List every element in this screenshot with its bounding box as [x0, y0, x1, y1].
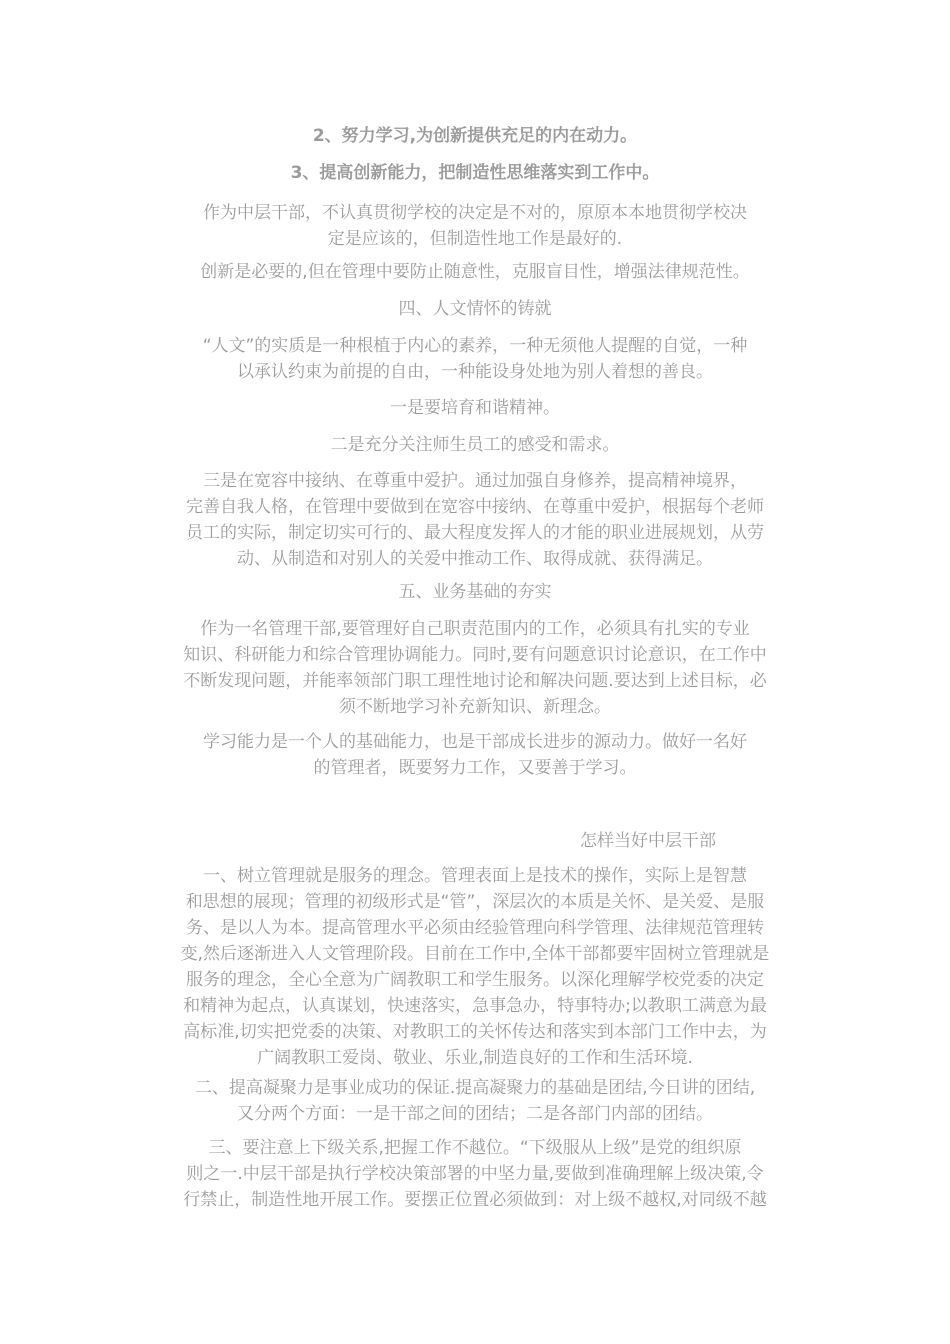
paragraph-first-point: 一是要培育和谐精神。 — [390, 398, 560, 418]
paragraph-third-point: 三是在宽容中接纳、在尊重中爱护。通过加强自身修养，提高精神境界， 完善自我人格，在管理中要做到在宽容中接纳、在尊重中爱护，根据每个老师 员工的实际，制定切实可行的、最大程度发挥人的才能的职业进展规划，从劳 动、从制造和对别人的关爱中推动工作、取得成就、获得满足。 — [186, 471, 764, 569]
paragraph-learning: 学习能力是一个人的基础能力，也是干部成长进步的源动力。做好一名好 的管理者，既要努力工作，又要善于学习。 — [203, 732, 747, 778]
paragraph-innovation: 创新是必要的,但在管理中要防止随意性，克服盲目性，增强法律规范性。 — [200, 262, 750, 282]
section-3-hierarchy: 三、要注意上下级关系,把握工作不越位。“下级服从上级”是党的组织原 则之一.中层干部是执行学校决策部署的中坚力量,要做到准确理解上级决策,令 行禁止，制造性地开展工作。要摆正位置必须做到：对上级不越权,对同级不越 — [183, 1138, 767, 1210]
section-2-cohesion: 二、提高凝聚力是事业成功的保证.提高凝聚力的基础是团结,今日讲的团结, 又分两个方面：一是干部之间的团结；二是各部门内部的团结。 — [194, 1078, 756, 1124]
point-2: 2、努力学习,为创新提供充足的内在动力。 — [312, 126, 638, 146]
article-title: 怎样当好中层干部 — [580, 831, 716, 851]
point-3: 3、提高创新能力，把制造性思维落实到工作中。 — [290, 163, 660, 183]
section-1-service: 一、树立管理就是服务的理念。管理表面上是技术的操作，实际上是智慧 和思想的展现；管理的初级形式是“管”，深层次的本质是关怀、是关爱、是服 务、是以人为本。提高管理水平必须由经验管理向科学管理、法律规范管理转 变,然后逐渐进入人文管理阶段。目前在工作中,全体干部都要牢固树立管理就是 服务的理念，全心全意为广阔教职工和学生服务。以深化理解学校党委的决定 和精神为起点，认真谋划，快速落实，急事急办，特事特办;以教职工满意为最 高标准,切实把党委的决策、对教职工的关怀传达和落实到本部门工作中去，为 广阔教职工爱岗、敬业、乐业,制造良好的工作和生活环境. — [180, 866, 770, 1068]
heading-section-5: 五、业务基础的夯实 — [398, 582, 552, 602]
paragraph-business: 作为一名管理干部,要管理好自己职责范围内的工作，必须具有扎实的专业 知识、科研能力和综合管理协调能力。同时,要有问题意识讨论意识，在工作中 不断发现问题，并能率领部门职工理性地讨论和解决问题.要达到上述目标，必 须不断地学习补充新知识、新理念。 — [183, 619, 767, 717]
paragraph-second-point: 二是充分关注师生员工的感受和需求。 — [330, 435, 620, 455]
paragraph-middle-cadre: 作为中层干部，不认真贯彻学校的决定是不对的，原原本本地贯彻学校决 定是应该的，但制造性地工作是最好的. — [203, 203, 747, 249]
heading-section-4: 四、人文情怀的铸就 — [398, 299, 552, 319]
paragraph-humanity: “人文”的实质是一种根植于内心的素养，一种无须他人提醒的自觉，一种 以承认约束为前提的自由，一种能设身处地为别人着想的善良。 — [202, 336, 748, 382]
